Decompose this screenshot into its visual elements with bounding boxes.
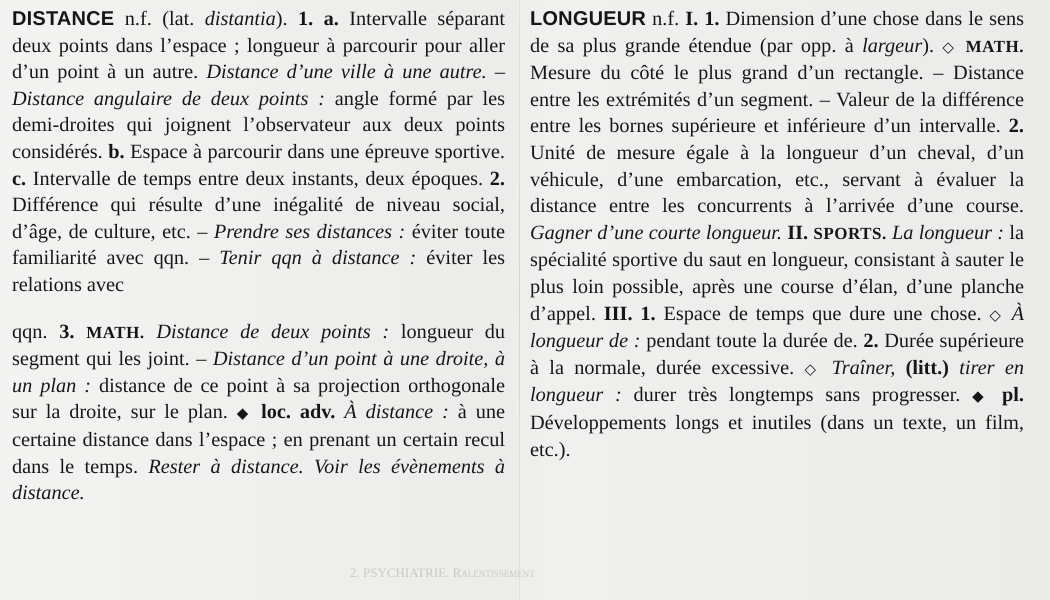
open-diamond-icon: ◇	[804, 359, 822, 378]
entry-longueur: LONGUEUR n.f. I. 1. Dimension d’une chose dans le sens de sa plus grande étendue (par opp. à largeur). ◇ MATH. Mesure du côté le plus grand d’un rectangle. – Distance entre les extrémités d’un segment. – Valeur de la différence entre les bornes supérieure et inférieure d’un intervalle. 2. Unité de mesure égale à la longueur d’un cheval, d’un véhicule, d’une embarcation, etc., servant à évaluer la distance entre les concurrents à l’arrivée d’une course. Gagner d’une courte longueur. II. SPORTS. La longueur : la spécialité sportive du saut en longueur, consistant à sauter le plus loin possible, après une course d’élan, d’une planche d’appel. III. 1. Espace de temps que dure une chose. ◇ À longueur de : pendant toute la durée de. 2. Durée supérieure à la normale, durée excessive. ◇ Traîner, (litt.) tirer en longueur : durer très longtemps sans progresser. ◆ pl. Développements longs et inutiles (dans un texte, un film, etc.).	[530, 8, 1025, 461]
headword-distance: DISTANCE	[12, 8, 115, 30]
entry-distance-part2: qqn. 3. MATH. Distance de deux points : longueur du segment qui les joint. – Distance d’un point à une droite, à un plan : distance de ce point à sa projection orthogonale sur la droite, sur le plan. ◆ loc. adv. À distance : à une certaine distance dans l’espace ; en prenant un certain recul dans le temps. Rester à distance. Voir les évènements à distance.	[12, 320, 506, 505]
open-diamond-icon: ◇	[942, 37, 958, 56]
column-divider	[519, 0, 520, 600]
headword-longueur: LONGUEUR	[530, 8, 647, 30]
entry-distance-part1: DISTANCE n.f. (lat. distantia). 1. a. Intervalle séparant deux points dans l’espace ; longueur à parcourir pour aller d’un point à un autre. Distance d’une ville à une autre. – Distance angulaire de deux points : angle formé par les demi-droites qui joignent l’observateur aux deux points considérés. b. Espace à parcourir dans une épreuve sportive. c. Intervalle de temps entre deux instants, deux époques. 2. Différence qui résulte d’une inégalité de niveau social, d’âge, de culture, etc. – Prendre ses distances : éviter toute familiarité avec qqn. – Tenir qqn à distance : éviter les relations avec	[12, 8, 505, 296]
filled-diamond-icon: ◆	[236, 404, 253, 423]
bleed-through-text: 2. PSYCHIATRIE. Ralentissement	[350, 565, 535, 580]
entry-distance	[12, 6, 505, 507]
filled-diamond-icon: ◆	[972, 387, 991, 406]
open-diamond-icon: ◇	[989, 305, 1004, 324]
